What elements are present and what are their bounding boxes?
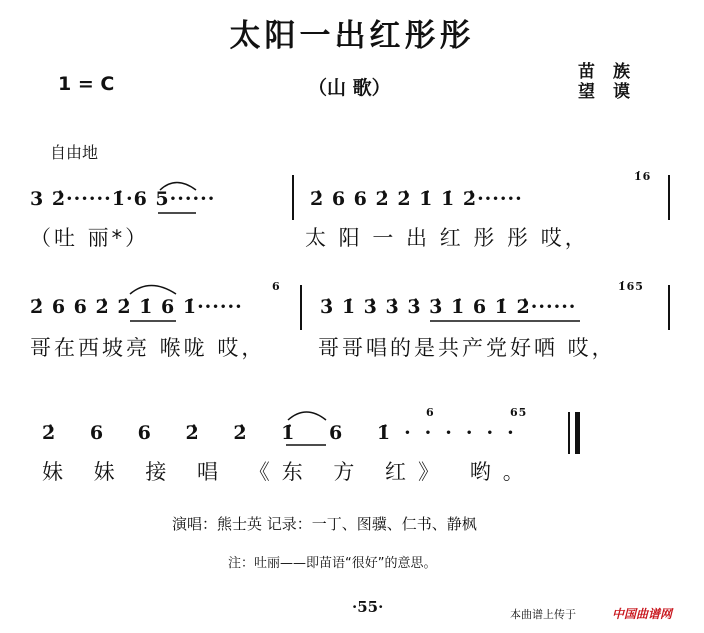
- grace-s2-m1: 6: [272, 280, 281, 293]
- page-number: ·55·: [352, 598, 384, 616]
- slur-arc: [288, 412, 326, 420]
- genre-label: （山 歌）: [308, 77, 391, 99]
- lyric-s1-m2: 太 阳 一 出 红 彤 彤 哎，: [305, 226, 589, 250]
- notes-s1-m2: 2̇ 6 6 2̇ 2̇ 1̇ 1̇ 2̇······: [310, 188, 523, 210]
- song-title: 太阳一出红彤彤: [229, 18, 475, 54]
- ethnic-line-2: 望谟: [578, 82, 648, 102]
- ethnic-line-1: 苗族: [578, 62, 648, 82]
- notes-s1-m1: 3 2̇······1̇·6 5······: [30, 188, 216, 210]
- notes-s3-m1: 2̇ 6 6 2̇ 2̇ 1̇ 6 1̇······: [42, 422, 528, 444]
- notes-s2-m2: 3̇ 1̇ 3̇ 3̇ 3̇ 3̇ 1̇ 6 1̇ 2̇······: [320, 296, 577, 318]
- performer-credits: 演唱：熊士英 记录：一丁、图骥、仁书、静枫: [172, 515, 477, 533]
- grace-s3-m1: 65: [510, 406, 528, 419]
- lyric-s2-m2: 哥哥唱的是共产党好哂 哎，: [318, 336, 616, 360]
- key-signature: 1 = C: [58, 73, 115, 95]
- notes-s2-m1: 2̇ 6 6 2̇ 2̇ 1̇ 6 1̇······: [30, 296, 243, 318]
- tempo-marking: 自由地: [50, 143, 99, 162]
- slur-arc: [130, 286, 176, 295]
- lyric-s2-m1: 哥在西坡亮 喉咙 哎，: [30, 336, 266, 360]
- source-label: 本曲谱上传于: [510, 608, 576, 621]
- footnote: 注：吐丽——即苗语“很好”的意思。: [228, 556, 437, 571]
- lyric-s1-m1: （吐 丽*）: [30, 226, 150, 250]
- slur-arc: [160, 183, 196, 191]
- lyric-s3-m1: 妹 妹 接 唱 《东 方 红》 哟。: [42, 460, 536, 484]
- site-brand[interactable]: 中国曲谱网: [612, 607, 673, 621]
- grace-s1-m2: 1̇6: [634, 170, 652, 183]
- grace-s2-m2: 1̇65: [618, 280, 644, 293]
- grace-start-s3: 6: [426, 406, 435, 419]
